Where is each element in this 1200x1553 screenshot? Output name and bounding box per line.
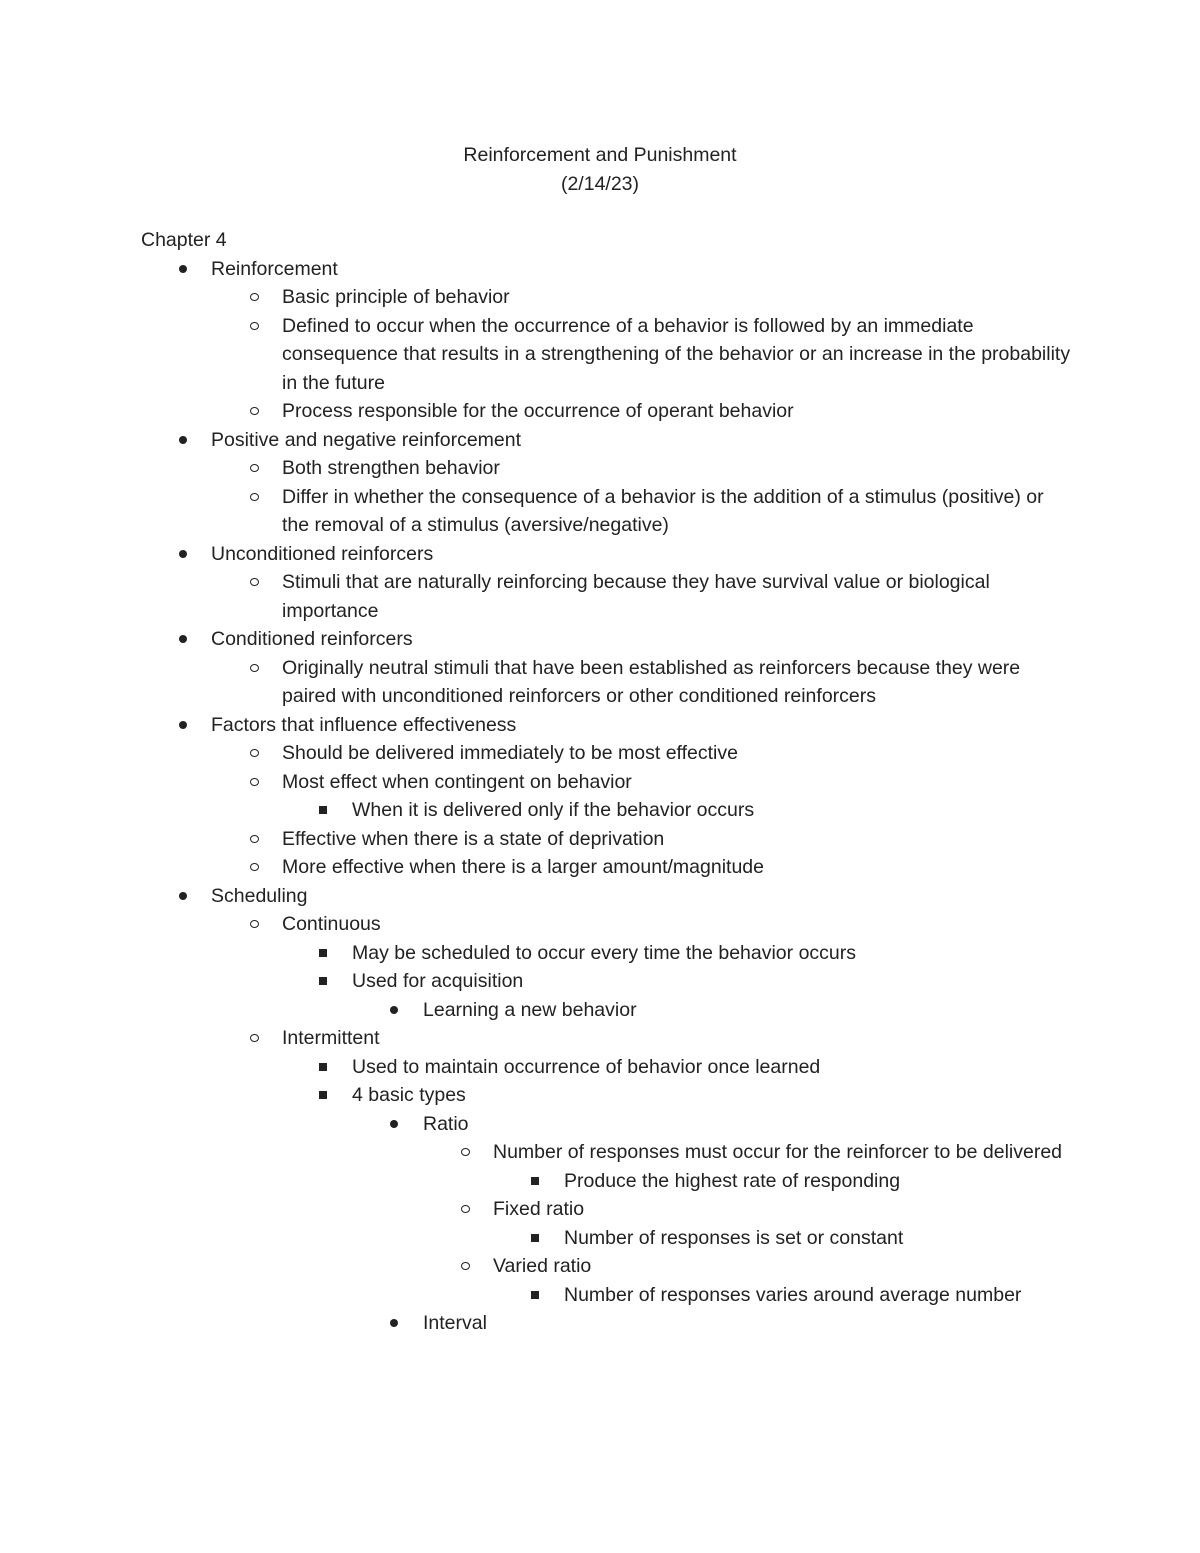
filled-circle-bullet-icon: [179, 265, 187, 273]
list-item-text: Number of responses is set or constant: [564, 1226, 904, 1249]
list-item: [141, 483, 1071, 540]
list-item-text: Both strengthen behavior: [282, 457, 500, 479]
list-item: [141, 1053, 1071, 1082]
list-item: [141, 1224, 1071, 1253]
list-item-text: Scheduling: [211, 884, 308, 907]
list-item: [141, 426, 1071, 455]
list-item-text: Varied ratio: [493, 1255, 592, 1277]
list-item-text: Should be delivered immediately to be most effective: [282, 742, 738, 764]
document-title: Reinforcement and Punishment: [463, 144, 737, 166]
list-item-text: Conditioned reinforcers: [211, 628, 413, 650]
list-item-text: Differ in whether the consequence of a behavior is the addition of a stimulus (positive) or the removal of a stimulus (aversive/negative): [282, 485, 1044, 536]
square-bullet-icon: [319, 806, 327, 814]
list-item-text: Reinforcement: [211, 257, 338, 280]
list-item: [141, 654, 1071, 711]
list-item-text: Positive and negative reinforcement: [211, 428, 522, 451]
list-item: [141, 1252, 1071, 1281]
list-item: [141, 255, 1071, 284]
list-item-text: Learning a new behavior: [423, 998, 637, 1021]
square-bullet-icon: [531, 1177, 539, 1185]
list-item-text: Defined to occur when the occurrence of a behavior is followed by an immediate consequence that results in a strengthening of the behavior or an increase in the probability in the future: [282, 314, 1071, 394]
list-item-text: More effective when there is a larger amount/magnitude: [282, 856, 764, 878]
hollow-circle-bullet-icon: [250, 664, 259, 672]
filled-circle-bullet-icon: [179, 635, 187, 643]
list-item: [141, 768, 1071, 797]
list-item: [141, 996, 1071, 1025]
list-item-text: Number of responses must occur for the reinforcer to be delivered: [493, 1141, 1063, 1163]
list-item-text: Basic principle of behavior: [282, 286, 510, 308]
notes-outline: [141, 255, 1071, 1338]
list-item-text: 4 basic types: [352, 1084, 466, 1106]
list-item-text: May be scheduled to occur every time the behavior occurs: [352, 941, 857, 964]
hollow-circle-bullet-icon: [250, 863, 259, 871]
list-item-text: Fixed ratio: [493, 1198, 585, 1220]
filled-circle-bullet-icon: [179, 436, 187, 444]
list-item: [141, 283, 1071, 312]
notes-body: [141, 226, 1071, 1338]
hollow-circle-bullet-icon: [250, 920, 259, 928]
square-bullet-icon: [531, 1234, 539, 1242]
hollow-circle-bullet-icon: [461, 1205, 470, 1213]
list-item: [141, 1081, 1071, 1110]
list-item: [141, 967, 1071, 996]
hollow-circle-bullet-icon: [250, 1034, 259, 1042]
filled-circle-bullet-icon: [179, 550, 187, 558]
hollow-circle-bullet-icon: [250, 293, 259, 301]
list-item: [141, 711, 1071, 740]
filled-circle-bullet-icon: [390, 1006, 398, 1014]
hollow-circle-bullet-icon: [250, 407, 259, 415]
chapter-heading: Chapter 4: [141, 229, 227, 251]
list-item: [141, 312, 1071, 398]
list-item-text: Intermittent: [282, 1027, 380, 1049]
list-item: [141, 454, 1071, 483]
list-item-text: Stimuli that are naturally reinforcing because they have survival value or biological importance: [282, 571, 990, 622]
document-date: (2/14/23): [560, 172, 640, 195]
list-item: [141, 1281, 1071, 1310]
list-item: [141, 939, 1071, 968]
list-item: [141, 540, 1071, 569]
list-item: [141, 625, 1071, 654]
hollow-circle-bullet-icon: [250, 749, 259, 757]
filled-circle-bullet-icon: [390, 1120, 398, 1128]
list-item-text: Produce the highest rate of responding: [564, 1169, 901, 1192]
hollow-circle-bullet-icon: [461, 1148, 470, 1156]
hollow-circle-bullet-icon: [250, 578, 259, 586]
list-item-text: Effective when there is a state of deprivation: [282, 827, 665, 850]
square-bullet-icon: [531, 1291, 539, 1299]
list-item-text: Originally neutral stimuli that have been established as reinforcers because they were paired with unconditioned reinforcers or other conditioned reinforcers: [282, 656, 1021, 707]
list-item-text: Process responsible for the occurrence of operant behavior: [282, 400, 794, 422]
list-item: [141, 882, 1071, 911]
list-item: [141, 853, 1071, 882]
hollow-circle-bullet-icon: [250, 464, 259, 472]
filled-circle-bullet-icon: [179, 721, 187, 729]
list-item-text: Factors that influence effectiveness: [211, 713, 517, 736]
filled-circle-bullet-icon: [390, 1319, 398, 1327]
hollow-circle-bullet-icon: [250, 322, 259, 330]
square-bullet-icon: [319, 977, 327, 985]
list-item-text: Used to maintain occurrence of behavior once learned: [352, 1055, 821, 1078]
list-item-text: Used for acquisition: [352, 970, 524, 992]
list-item: [141, 739, 1071, 768]
square-bullet-icon: [319, 949, 327, 957]
document-header: [0, 141, 1200, 198]
list-item: [141, 1195, 1071, 1224]
list-item: [141, 397, 1071, 426]
list-item-text: Number of responses varies around average number: [564, 1283, 1022, 1306]
list-item-text: When it is delivered only if the behavior occurs: [352, 799, 755, 821]
list-item: [141, 1110, 1071, 1139]
list-item: [141, 568, 1071, 625]
list-item-text: Interval: [423, 1312, 487, 1334]
filled-circle-bullet-icon: [179, 892, 187, 900]
list-item: [141, 1309, 1071, 1338]
hollow-circle-bullet-icon: [250, 778, 259, 786]
list-item-text: Continuous: [282, 913, 381, 935]
list-item-text: Most effect when contingent on behavior: [282, 770, 632, 793]
list-item: [141, 1167, 1071, 1196]
hollow-circle-bullet-icon: [250, 493, 259, 501]
list-item: [141, 796, 1071, 825]
list-item: [141, 825, 1071, 854]
hollow-circle-bullet-icon: [461, 1262, 470, 1270]
square-bullet-icon: [319, 1063, 327, 1071]
list-item-text: Unconditioned reinforcers: [211, 542, 434, 565]
hollow-circle-bullet-icon: [250, 835, 259, 843]
list-item: [141, 1138, 1071, 1167]
square-bullet-icon: [319, 1091, 327, 1099]
list-item: [141, 1024, 1071, 1053]
list-item: [141, 910, 1071, 939]
list-item-text: Ratio: [423, 1112, 469, 1135]
